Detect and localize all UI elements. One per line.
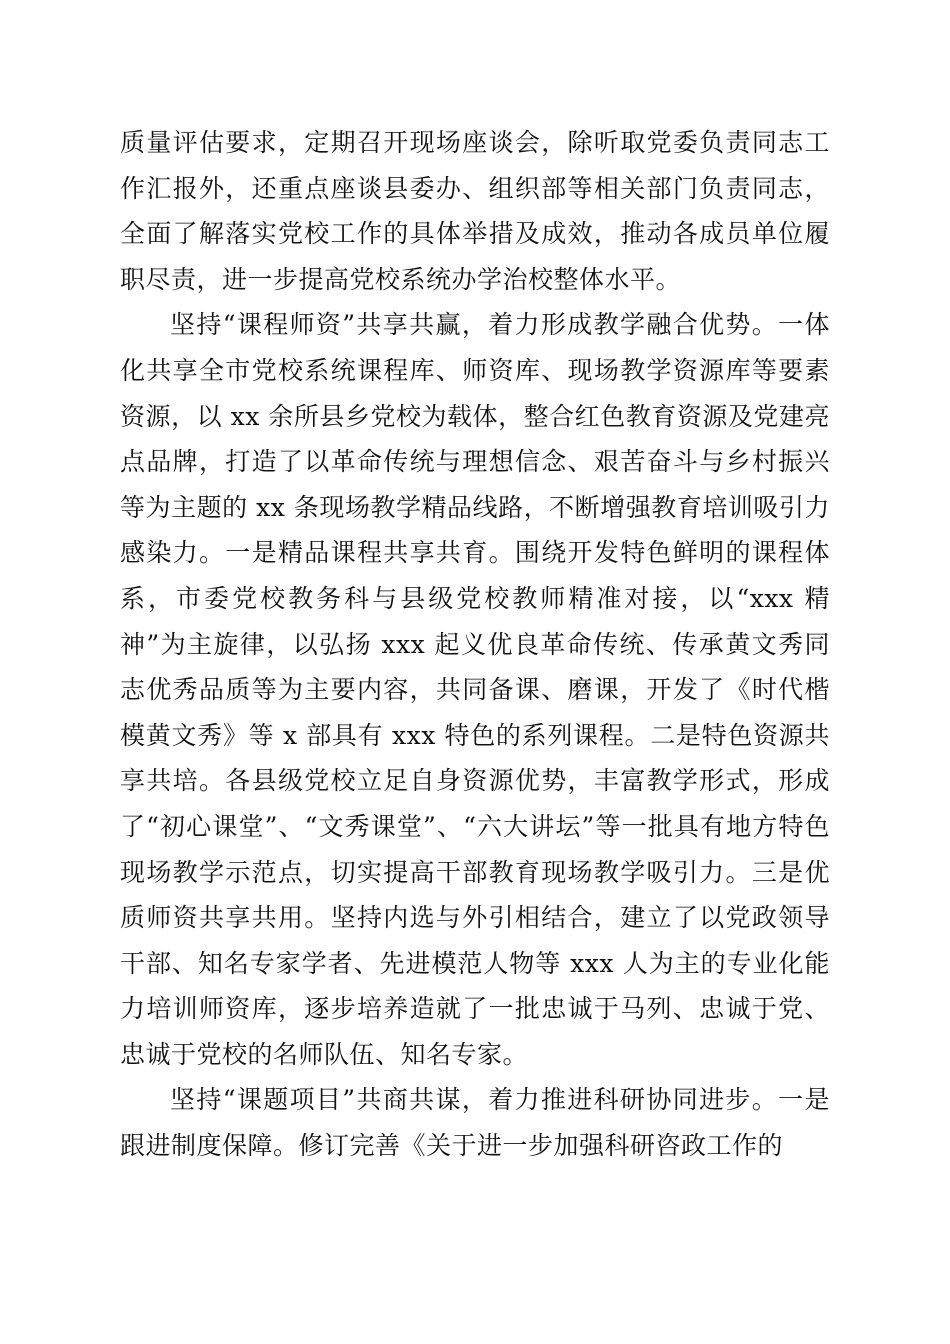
paragraph-research-projects: 坚持“课题项目”共商共谋，着力推进科研协同进步。一是跟进制度保障。修订完善《关于进一步加强科研咨政工作的 (120, 1085, 830, 1161)
paragraph-course-faculty-sharing: 坚持“课程师资”共享共赢，着力形成教学融合优势。一体化共享全市党校系统课程库、师资库、现场教学资源库等要素资源，以 xx 余所县乡党校为载体，整合红色教育资源及党建亮点品牌，打造了以革命传统与理想信念、艰苦奋斗与乡村振兴等为主题的 xx 条现场教学精品线路，不断增强教育培训吸引力感染力。一是精品课程共享共育。围绕开发特色鲜明的课程体系，市委党校教务科与县级党校教师精准对接，以“xxx 精神”为主旋律，以弘扬 xxx 起义优良革命传统、传承黄文秀同志优秀品质等为主要内容，共同备课、磨课，开发了《时代楷模黄文秀》等 x 部具有 xxx 特色的系列课程。二是特色资源共享共培。各县级党校立足自身资源优势，丰富教学形式，形成了“初心课堂”、“文秀课堂”、“六大讲坛”等一批具有地方特色现场教学示范点，切实提高干部教育现场教学吸引力。三是优质师资共享共用。坚持内选与外引相结合，建立了以党政领导干部、知名专家学者、先进模范人物等 xxx 人为主的专业化能力培训师资库，逐步培养造就了一批忠诚于马列、忠诚于党、忠诚于党校的名师队伍、知名专家。 (120, 310, 830, 1069)
document-body (120, 120, 830, 1169)
paragraph-continuation: 质量评估要求，定期召开现场座谈会，除听取党委负责同志工作汇报外，还重点座谈县委办、组织部等相关部门负责同志，全面了解落实党校工作的具体举措及成效，推动各成员单位履职尽责，进一步提高党校系统办学治校整体水平。 (120, 128, 830, 294)
